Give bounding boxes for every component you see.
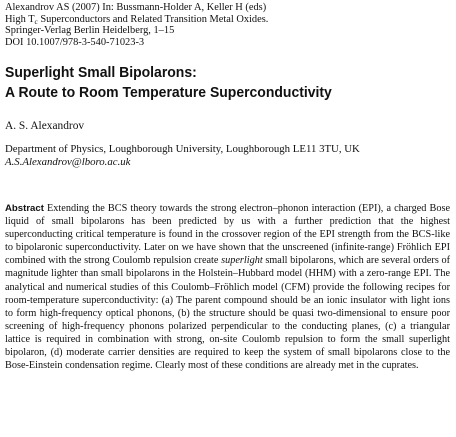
- author-email: A.S.Alexandrov@lboro.ac.uk: [5, 156, 131, 168]
- paper-title: [5, 63, 332, 103]
- author-name: A. S. Alexandrov: [5, 120, 85, 132]
- citation-line-1: Alexandrov AS (2007) In: Bussmann-Holder A, Keller H (eds): [5, 2, 267, 13]
- citation-line-3: Springer-Verlag Berlin Heidelberg, 1–15: [5, 25, 175, 37]
- abstract-emphasis: superlight: [221, 255, 263, 267]
- title-line-2: A Route to Room Temperature Superconductivity: [5, 84, 332, 101]
- citation-line-2-subscript: c: [34, 17, 38, 26]
- citation-line-2-suffix: Superconductors and Related Transition Metal Oxides.: [37, 13, 269, 25]
- affiliation-department: Department of Physics, Loughborough University, Loughborough LE11 3TU, UK: [5, 143, 360, 155]
- title-line-1: Superlight Small Bipolarons:: [5, 64, 197, 81]
- abstract-text-part-1: Extending the BCS theory towards the strong electron–phonon interaction (EPI), a charged Bose liquid of small bipolarons has been predicted by us with a further prediction that the highest superconducting critical temperature is found in the crossover region of the EPI strength from the BCS-like to bipolaronic superconductivity. Later on we have shown that the unscreened (infinite-range) Fröhlich EPI combined with the strong Coulomb repulsion create: [5, 203, 450, 267]
- citation-block: [5, 2, 268, 48]
- abstract-label: Abstract: [5, 203, 44, 214]
- citation-line-2-prefix: High T: [5, 13, 35, 25]
- citation-doi: DOI 10.1007/978-3-540-71023-3: [5, 36, 145, 48]
- abstract-paragraph: [5, 202, 450, 372]
- affiliation-block: [5, 143, 360, 169]
- abstract-text-part-2: small bipolarons, which are several orders of magnitude lighter than small bipolarons in the Holstein–Hubbard model (HHM) with a zero-range EPI. The analytical and numerical studies of this Coulomb–Fröhlich model (CFM) provide the following recipes for room-temperature superconductivity: (a) The parent compound should be an ionic insulator with light ions to form high-frequency optical phonons, (b) the structure should be quasi two-dimensional to ensure poor screening of high-frequency phonons polarized perpendicular to the conducting planes, (c) a triangular lattice is required in combination with strong, on-site Coulomb repulsion to form the small superlight bipolaron, (d) moderate carrier densities are required to keep the system of small bipolarons close to the Bose-Einstein condensation regime. Clearly most of these conditions are already met in the cuprates.: [5, 255, 450, 372]
- citation-line-2: [5, 14, 268, 26]
